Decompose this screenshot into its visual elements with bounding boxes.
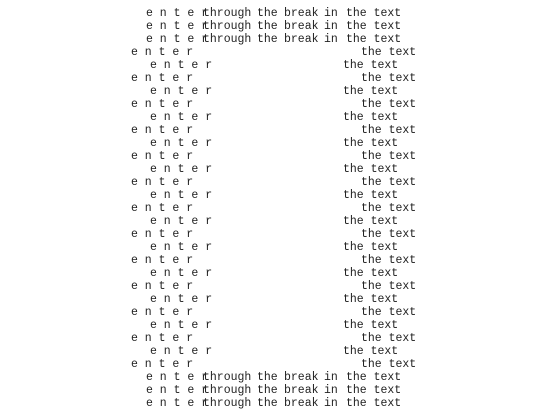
the-text-word: the text	[361, 124, 417, 137]
the-text-word: the text	[343, 345, 399, 358]
the-text-word: the text	[346, 371, 402, 384]
the-text-word: the text	[346, 397, 402, 410]
poem-line	[0, 98, 540, 111]
enter-word: e n t e r	[146, 371, 209, 384]
the-text-word: the text	[361, 280, 417, 293]
the-text-word: the text	[343, 267, 399, 280]
the-text-word: the text	[361, 98, 417, 111]
poem-line	[0, 358, 540, 371]
the-text-word: the text	[361, 72, 417, 85]
poem-line	[0, 150, 540, 163]
the-text-word: the text	[361, 254, 417, 267]
the-text-word: the text	[343, 137, 399, 150]
enter-word: e n t e r	[131, 358, 194, 371]
through-word: through	[203, 384, 252, 397]
enter-word: e n t e r	[146, 20, 209, 33]
poem-line	[0, 371, 540, 384]
enter-word: e n t e r	[150, 293, 213, 306]
enter-word: e n t e r	[150, 189, 213, 202]
the-text-word: the text	[343, 189, 399, 202]
the-text-word: the text	[343, 241, 399, 254]
the-text-word: the text	[343, 85, 399, 98]
poem-line	[0, 163, 540, 176]
the-text-word: the text	[343, 319, 399, 332]
poem-line	[0, 189, 540, 202]
the-text-word: the text	[361, 46, 417, 59]
poem-line	[0, 215, 540, 228]
poem-line	[0, 319, 540, 332]
break-word: break	[284, 7, 319, 20]
the-text-word: the text	[343, 163, 399, 176]
poem-line	[0, 332, 540, 345]
enter-word: e n t e r	[131, 72, 194, 85]
poem-line	[0, 241, 540, 254]
enter-word: e n t e r	[131, 306, 194, 319]
in-word: in	[324, 20, 338, 33]
the-text-word: the text	[343, 215, 399, 228]
in-word: in	[324, 7, 338, 20]
enter-word: e n t e r	[131, 332, 194, 345]
poem-line	[0, 267, 540, 280]
poem-line	[0, 7, 540, 20]
through-word: through	[203, 33, 252, 46]
break-word: break	[284, 397, 319, 410]
enter-word: e n t e r	[150, 163, 213, 176]
poem-line	[0, 254, 540, 267]
break-word: break	[284, 33, 319, 46]
the-text-word: the text	[343, 111, 399, 124]
poem-line	[0, 345, 540, 358]
the-text-word: the text	[361, 332, 417, 345]
break-word: break	[284, 20, 319, 33]
poem-line	[0, 85, 540, 98]
poem-line	[0, 137, 540, 150]
break-word: break	[284, 371, 319, 384]
the-word: the	[257, 7, 278, 20]
the-text-word: the text	[346, 33, 402, 46]
enter-word: e n t e r	[131, 202, 194, 215]
poem-line	[0, 59, 540, 72]
enter-word: e n t e r	[150, 111, 213, 124]
the-text-word: the text	[346, 7, 402, 20]
poem-line	[0, 72, 540, 85]
poem-line	[0, 293, 540, 306]
poem-line	[0, 111, 540, 124]
poem-line	[0, 397, 540, 410]
the-text-word: the text	[361, 306, 417, 319]
through-word: through	[203, 7, 252, 20]
poem-line	[0, 176, 540, 189]
the-text-word: the text	[343, 59, 399, 72]
enter-word: e n t e r	[150, 319, 213, 332]
poem-line	[0, 202, 540, 215]
enter-word: e n t e r	[131, 124, 194, 137]
enter-word: e n t e r	[150, 345, 213, 358]
poem-line	[0, 280, 540, 293]
poem-line	[0, 20, 540, 33]
enter-word: e n t e r	[150, 267, 213, 280]
poem-line	[0, 33, 540, 46]
enter-word: e n t e r	[146, 397, 209, 410]
poem-line	[0, 228, 540, 241]
the-text-word: the text	[361, 202, 417, 215]
in-word: in	[324, 397, 338, 410]
the-text-word: the text	[346, 20, 402, 33]
break-word: break	[284, 384, 319, 397]
enter-word: e n t e r	[146, 384, 209, 397]
enter-word: e n t e r	[146, 33, 209, 46]
the-word: the	[257, 20, 278, 33]
the-text-word: the text	[361, 228, 417, 241]
through-word: through	[203, 371, 252, 384]
enter-word: e n t e r	[131, 98, 194, 111]
poem-line	[0, 306, 540, 319]
poem-line	[0, 46, 540, 59]
enter-word: e n t e r	[131, 228, 194, 241]
enter-word: e n t e r	[131, 254, 194, 267]
the-text-word: the text	[346, 384, 402, 397]
enter-word: e n t e r	[131, 280, 194, 293]
through-word: through	[203, 20, 252, 33]
the-text-word: the text	[361, 358, 417, 371]
the-text-word: the text	[361, 150, 417, 163]
enter-word: e n t e r	[150, 59, 213, 72]
in-word: in	[324, 384, 338, 397]
the-word: the	[257, 397, 278, 410]
the-word: the	[257, 384, 278, 397]
through-word: through	[203, 397, 252, 410]
enter-word: e n t e r	[150, 137, 213, 150]
poem-line	[0, 124, 540, 137]
enter-word: e n t e r	[150, 241, 213, 254]
the-text-word: the text	[361, 176, 417, 189]
in-word: in	[324, 33, 338, 46]
the-text-word: the text	[343, 293, 399, 306]
the-word: the	[257, 33, 278, 46]
in-word: in	[324, 371, 338, 384]
enter-word: e n t e r	[146, 7, 209, 20]
poem-line	[0, 384, 540, 397]
enter-word: e n t e r	[131, 176, 194, 189]
the-word: the	[257, 371, 278, 384]
enter-word: e n t e r	[131, 150, 194, 163]
enter-word: e n t e r	[131, 46, 194, 59]
enter-word: e n t e r	[150, 85, 213, 98]
enter-word: e n t e r	[150, 215, 213, 228]
